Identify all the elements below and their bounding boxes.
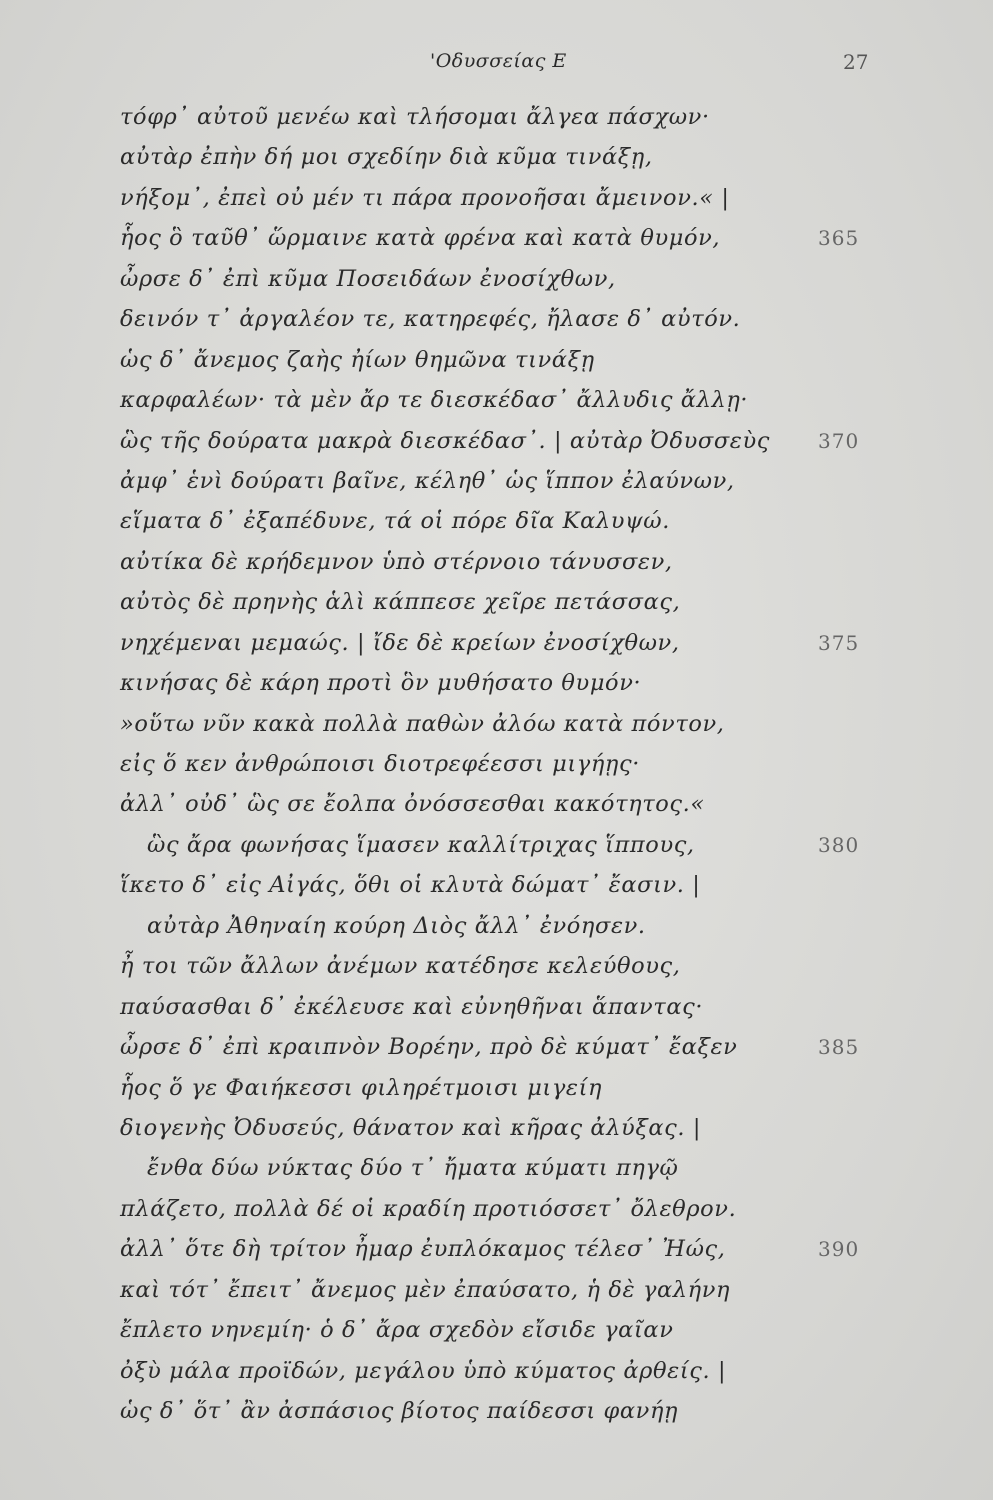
line-number: 390	[818, 1237, 860, 1262]
verse-line	[0, 946, 993, 986]
verse-line	[0, 1270, 993, 1310]
verse-text: αὐτὰρ ἐπὴν δή μοι σχεδίην διὰ κῦμα τινάξῃ,	[120, 144, 653, 171]
verse-text: ἔνθα δύω νύκτας δύο τ᾽ ἤματα κύματι πηγῷ	[147, 1155, 679, 1182]
verse-text: καὶ τότ᾽ ἔπειτ᾽ ἄνεμος μὲν ἐπαύσατο, ἡ δὲ γαλήνη	[120, 1276, 731, 1303]
verse-line	[0, 744, 993, 784]
verse-line	[0, 501, 993, 541]
page-header	[0, 50, 993, 80]
verse-line	[0, 1027, 993, 1067]
line-number: 365	[818, 226, 860, 251]
verse-text: ὡς δ᾽ ὅτ᾽ ἂν ἀσπάσιος βίοτος παίδεσσι φανήῃ	[120, 1398, 679, 1424]
verse-text: παύσασθαι δ᾽ ἐκέλευσε καὶ εὐνηθῆναι ἅπαντας·	[120, 993, 704, 1020]
verse-text: εἰς ὅ κεν ἀνθρώποισι διοτρεφέεσσι μιγήῃς·	[120, 751, 640, 777]
verse-line	[0, 218, 993, 258]
verse-line	[0, 1310, 993, 1350]
verse-line	[0, 784, 993, 824]
verse-line	[0, 542, 993, 582]
verse-text: ὀξὺ μάλα προϊδών, μεγάλου ὑπὸ κύματος ἀρθείς. |	[120, 1357, 727, 1384]
verse-line	[0, 299, 993, 339]
verse-line	[0, 461, 993, 501]
verse-line	[0, 623, 993, 663]
page-number: 27	[843, 50, 869, 74]
line-number: 370	[818, 428, 860, 453]
verse-text: αὐτίκα δὲ κρήδεμνον ὑπὸ στέρνοιο τάνυσσεν,	[120, 548, 673, 575]
verse-line	[0, 137, 993, 177]
verse-text: ἧος ὅ γε Φαιήκεσσι φιληρέτμοισι μιγείη	[120, 1074, 603, 1101]
verse-text: νήξομ᾽, ἐπεὶ οὐ μέν τι πάρα προνοῆσαι ἄμεινον.« |	[120, 184, 730, 211]
verse-line	[0, 97, 993, 137]
verse-text: ἀλλ᾽ ὅτε δὴ τρίτον ἦμαρ ἐυπλόκαμος τέλεσ᾽ Ἠώς,	[120, 1236, 726, 1263]
verse-line	[0, 704, 993, 744]
verse-line	[0, 380, 993, 420]
verse-line	[0, 987, 993, 1027]
verse-line	[0, 1189, 993, 1229]
verse-line	[0, 421, 993, 461]
verse-text: ὡς δ᾽ ἄνεμος ζαὴς ἠίων θημῶνα τινάξῃ	[120, 346, 595, 373]
verse-line	[0, 1148, 993, 1188]
verse-line	[0, 865, 993, 905]
verse-text: ἔπλετο νηνεμίη· ὁ δ᾽ ἄρα σχεδὸν εἴσιδε γαῖαν	[120, 1317, 674, 1344]
verse-text: καρφαλέων· τὰ μὲν ἄρ τε διεσκέδασ᾽ ἄλλυδις ἄλλῃ·	[120, 387, 749, 414]
verse-line	[0, 1229, 993, 1269]
verse-line	[0, 825, 993, 865]
verse-text: αὐτὸς δὲ πρηνὴς ἁλὶ κάππεσε χεῖρε πετάσσας,	[120, 589, 681, 616]
verse-text: ἀλλ᾽ οὐδ᾽ ὣς σε ἔολπα ὀνόσσεσθαι κακότητος.«	[120, 791, 705, 818]
running-title: 'Οδυσσείας Ε	[430, 50, 567, 72]
verse-text: κινήσας δὲ κάρη προτὶ ὃν μυθήσατο θυμόν·	[120, 670, 642, 697]
verse-line	[0, 663, 993, 703]
verse-text: »οὕτω νῦν κακὰ πολλὰ παθὼν ἀλόω κατὰ πόντον,	[120, 710, 725, 737]
verse-text: ἦ τοι τῶν ἄλλων ἀνέμων κατέδησε κελεύθους,	[120, 953, 681, 980]
verse-text: ἀμφ᾽ ἑνὶ δούρατι βαῖνε, κέληθ᾽ ὡς ἵππον ἐλαύνων,	[120, 467, 735, 494]
verse-text: ἵκετο δ᾽ εἰς Αἰγάς, ὅθι οἱ κλυτὰ δώματ᾽ ἔασιν. |	[120, 872, 701, 899]
verse-line	[0, 1068, 993, 1108]
verse-line	[0, 259, 993, 299]
verse-line	[0, 1391, 993, 1431]
verse-line	[0, 906, 993, 946]
verse-line	[0, 1108, 993, 1148]
line-number: 380	[818, 832, 860, 857]
verse-line	[0, 582, 993, 622]
verse-text: ἧος ὃ ταῦθ᾽ ὥρμαινε κατὰ φρένα καὶ κατὰ θυμόν,	[120, 225, 721, 252]
verse-line	[0, 178, 993, 218]
verse-line	[0, 340, 993, 380]
verse-line	[0, 1351, 993, 1391]
line-number: 385	[818, 1035, 860, 1060]
verse-text: δεινόν τ᾽ ἀργαλέον τε, κατηρεφές, ἤλασε δ᾽ αὐτόν.	[120, 306, 741, 333]
verse-text: αὐτὰρ Ἀθηναίη κούρη Διὸς ἄλλ᾽ ἐνόησεν.	[147, 912, 646, 939]
verse-text: ὦρσε δ᾽ ἐπὶ κραιπνὸν Βορέην, πρὸ δὲ κύματ᾽ ἔαξεν	[120, 1034, 738, 1061]
verse-text: ὣς τῆς δούρατα μακρὰ διεσκέδασ᾽. | αὐτὰρ Ὀδυσσεὺς	[120, 427, 770, 454]
line-number: 375	[818, 630, 860, 655]
verse-text-block	[0, 97, 993, 1431]
verse-text: νηχέμεναι μεμαώς. | ἴδε δὲ κρείων ἐνοσίχθων,	[120, 629, 680, 656]
verse-text: διογενὴς Ὀδυσεύς, θάνατον καὶ κῆρας ἀλύξας. |	[120, 1114, 702, 1141]
verse-text: ὣς ἄρα φωνήσας ἵμασεν καλλίτριχας ἵππους,	[147, 831, 695, 858]
verse-text: ὦρσε δ᾽ ἐπὶ κῦμα Ποσειδάων ἐνοσίχθων,	[120, 265, 616, 292]
verse-text: τόφρ᾽ αὐτοῦ μενέω καὶ τλήσομαι ἄλγεα πάσχων·	[120, 104, 710, 130]
verse-text: εἵματα δ᾽ ἐξαπέδυνε, τά οἱ πόρε δῖα Καλυψώ.	[120, 508, 670, 535]
verse-text: πλάζετο, πολλὰ δέ οἱ κραδίη προτιόσσετ᾽ ὄλεθρον.	[120, 1195, 737, 1222]
